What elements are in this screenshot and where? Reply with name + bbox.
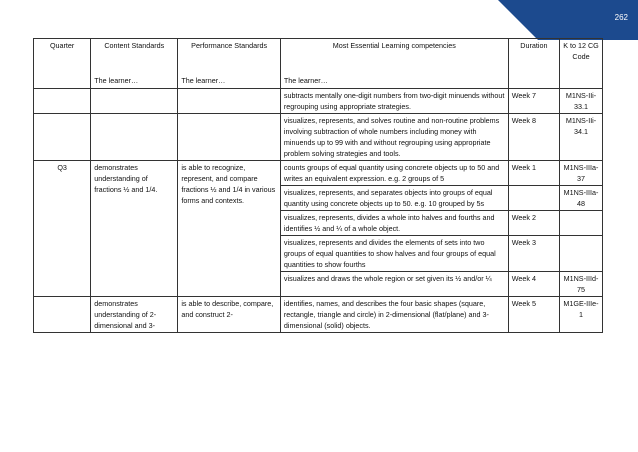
code-cell bbox=[560, 211, 603, 236]
curriculum-table bbox=[33, 38, 603, 333]
performance-standard-cell: is able to recognize, represent, and compare fractions ½ and 1/4 in various forms and contexts. bbox=[178, 161, 281, 297]
content-standard-cell: demonstrates understanding of fractions ½ and 1/4. bbox=[91, 161, 178, 297]
header-competencies-label: Most Essential Learning competencies bbox=[332, 41, 456, 50]
competency-cell: counts groups of equal quantity using concrete objects up to 50 and writes an equivalent expression. e.g. 2 groups of 5 bbox=[280, 161, 508, 186]
competency-cell: visualizes, represents, divides a whole into halves and fourths and identifies ½ and ¼ of a whole object. bbox=[280, 211, 508, 236]
code-cell: M1NS-IIIa-48 bbox=[560, 186, 603, 211]
header-content-standards bbox=[91, 39, 178, 89]
duration-cell bbox=[508, 186, 559, 211]
header-performance-label: Performance Standards bbox=[191, 41, 268, 50]
duration-cell: Week 4 bbox=[508, 272, 559, 297]
header-competencies bbox=[280, 39, 508, 89]
header-duration: Duration bbox=[508, 39, 559, 89]
duration-cell: Week 7 bbox=[508, 89, 559, 114]
code-cell: M1NS-IIId-75 bbox=[560, 272, 603, 297]
header-competencies-learner: The learner… bbox=[283, 76, 328, 85]
competency-cell: visualizes and draws the whole region or set given its ½ and/or ¼ bbox=[280, 272, 508, 297]
code-cell: M1NS-IIi-33.1 bbox=[560, 89, 603, 114]
content-standard-cell: demonstrates understanding of 2-dimensional and 3- bbox=[91, 297, 178, 333]
header-content-learner: The learner… bbox=[94, 76, 139, 85]
header-performance-standards bbox=[178, 39, 281, 89]
table-row bbox=[34, 297, 603, 333]
code-cell bbox=[560, 236, 603, 272]
code-cell: M1NS-IIIa-37 bbox=[560, 161, 603, 186]
table-row bbox=[34, 161, 603, 186]
duration-cell: Week 1 bbox=[508, 161, 559, 186]
content-cell-empty bbox=[91, 114, 178, 161]
table-row bbox=[34, 114, 603, 161]
competency-cell: visualizes, represents, and separates objects into groups of equal quantity using concrete objects up to 50. e.g. 10 grouped by 5s bbox=[280, 186, 508, 211]
quarter-cell-empty bbox=[34, 297, 91, 333]
duration-cell: Week 8 bbox=[508, 114, 559, 161]
competency-cell: visualizes, represents and divides the elements of sets into two groups of equal quantities to show halves and four groups of equal quantities to show fourths bbox=[280, 236, 508, 272]
code-cell: M1GE-IIIe-1 bbox=[560, 297, 603, 333]
duration-cell: Week 5 bbox=[508, 297, 559, 333]
duration-cell: Week 3 bbox=[508, 236, 559, 272]
table-header-row bbox=[34, 39, 603, 89]
performance-cell-empty bbox=[178, 89, 281, 114]
code-cell: M1NS-IIi-34.1 bbox=[560, 114, 603, 161]
performance-standard-cell: is able to describe, compare, and construct 2- bbox=[178, 297, 281, 333]
competency-cell: identifies, names, and describes the four basic shapes (square, rectangle, triangle and circle) in 2-dimensional (flat/plane) and 3-dimensional (solid) objects. bbox=[280, 297, 508, 333]
header-cg-code: K to 12 CG Code bbox=[560, 39, 603, 89]
competency-cell: subtracts mentally one-digit numbers from two-digit minuends without regrouping using appropriate strategies. bbox=[280, 89, 508, 114]
quarter-cell-empty bbox=[34, 89, 91, 114]
content-cell-empty bbox=[91, 89, 178, 114]
duration-cell: Week 2 bbox=[508, 211, 559, 236]
performance-cell-empty bbox=[178, 114, 281, 161]
quarter-cell: Q3 bbox=[34, 161, 91, 297]
header-performance-learner: The learner… bbox=[181, 76, 226, 85]
page-number: 262 bbox=[614, 13, 628, 22]
competency-cell: visualizes, represents, and solves routine and non-routine problems involving subtraction of whole numbers including money with minuends up to 99 with and without regrouping using appropriate problem solving strategies and tools. bbox=[280, 114, 508, 161]
quarter-cell-empty bbox=[34, 114, 91, 161]
header-content-label: Content Standards bbox=[104, 41, 165, 50]
header-quarter: Quarter bbox=[34, 39, 91, 89]
table-row bbox=[34, 89, 603, 114]
